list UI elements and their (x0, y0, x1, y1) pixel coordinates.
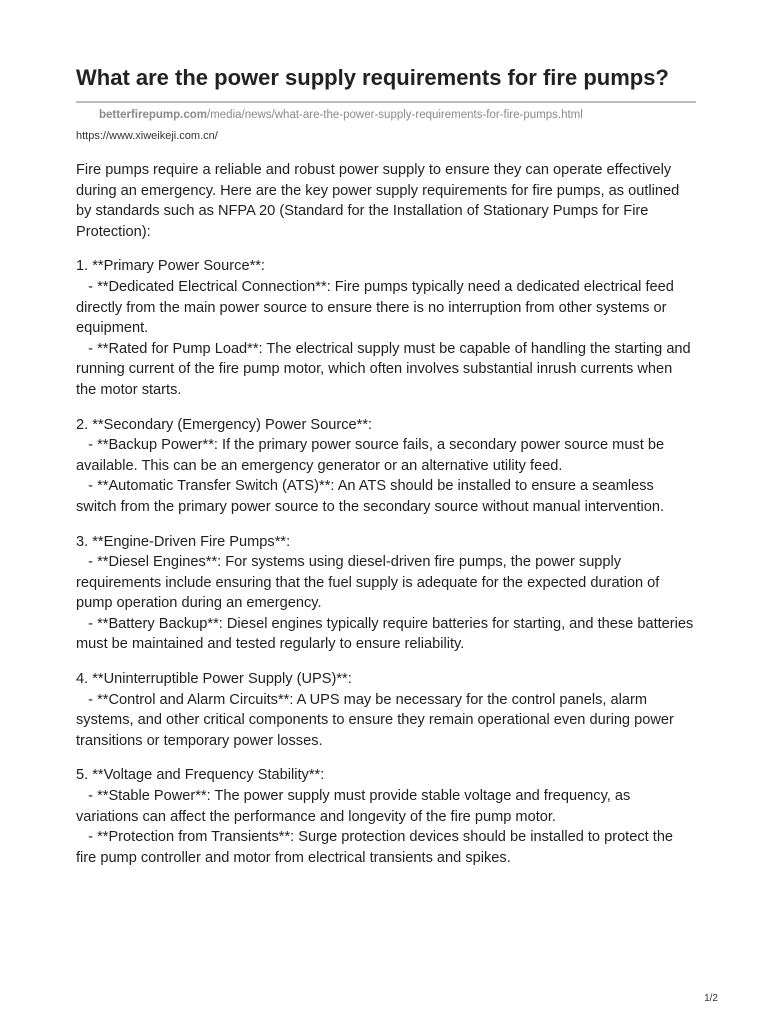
list-item: - **Automatic Transfer Switch (ATS)**: An ATS should be installed to ensure a seamless switch from the primary power source to the secondary source without manual intervention. (76, 478, 665, 515)
list-item: - **Dedicated Electrical Connection**: Fire pumps typically need a dedicated electrical feed directly from the main power source to ensure there is no interruption from other systems or equipment. (76, 278, 674, 337)
section-4 (76, 669, 696, 751)
section-heading: 3. **Engine-Driven Fire Pumps**: (76, 533, 291, 550)
source-domain[interactable]: betterfirepump.com (99, 109, 207, 121)
section-1 (76, 256, 696, 400)
section-heading: 1. **Primary Power Source**: (76, 258, 265, 275)
document-page (76, 64, 696, 868)
section-5 (76, 765, 696, 868)
list-item: - **Stable Power**: The power supply must provide stable voltage and frequency, as variations can affect the performance and longevity of the fire pump motor. (76, 788, 631, 825)
section-heading: 2. **Secondary (Emergency) Power Source**: (76, 416, 373, 433)
source-url[interactable] (99, 107, 696, 123)
list-item: - **Battery Backup**: Diesel engines typically require batteries for starting, and these batteries must be maintained and tested regularly to ensure reliability. (76, 615, 694, 653)
list-item: - **Backup Power**: If the primary power source fails, a secondary power source must be available. This can be an emergency generator or an alternative utility feed. (76, 437, 665, 474)
page-number: 1/2 (704, 993, 718, 1004)
section-heading: 4. **Uninterruptible Power Supply (UPS)**: (76, 671, 352, 688)
list-item: - **Protection from Transients**: Surge protection devices should be installed to protect the fire pump controller and motor from electrical transients and spikes. (76, 829, 674, 866)
source-path[interactable]: /media/news/what-are-the-power-supply-requirements-for-fire-pumps.html (207, 109, 583, 121)
list-item: - **Rated for Pump Load**: The electrical supply must be capable of handling the starting and running current of the fire pump motor, which often involves substantial inrush currents when the motor starts. (76, 340, 691, 398)
list-item: - **Diesel Engines**: For systems using diesel-driven fire pumps, the power supply requirements include ensuring that the fuel supply is adequate for the expected duration of pump operation during an emergency. (76, 554, 660, 612)
section-heading: 5. **Voltage and Frequency Stability**: (76, 767, 325, 784)
site-url[interactable]: https://www.xiweikeji.com.cn/ (76, 130, 218, 142)
intro-paragraph: Fire pumps require a reliable and robust power supply to ensure they can operate effectively during an emergency. Here are the key power supply requirements for fire pumps, as outlined by standards such as NFPA 20 (Standard for the Installation of Stationary Pumps for Fire Protection): (76, 162, 680, 240)
list-item: - **Control and Alarm Circuits**: A UPS may be necessary for the control panels, alarm systems, and other critical components to ensure they remain operational even during power transitions or temporary power losses. (76, 691, 674, 749)
section-3 (76, 532, 696, 656)
title-divider (76, 101, 696, 103)
page-title: What are the power supply requirements for fire pumps? (76, 65, 669, 90)
section-2 (76, 415, 696, 518)
